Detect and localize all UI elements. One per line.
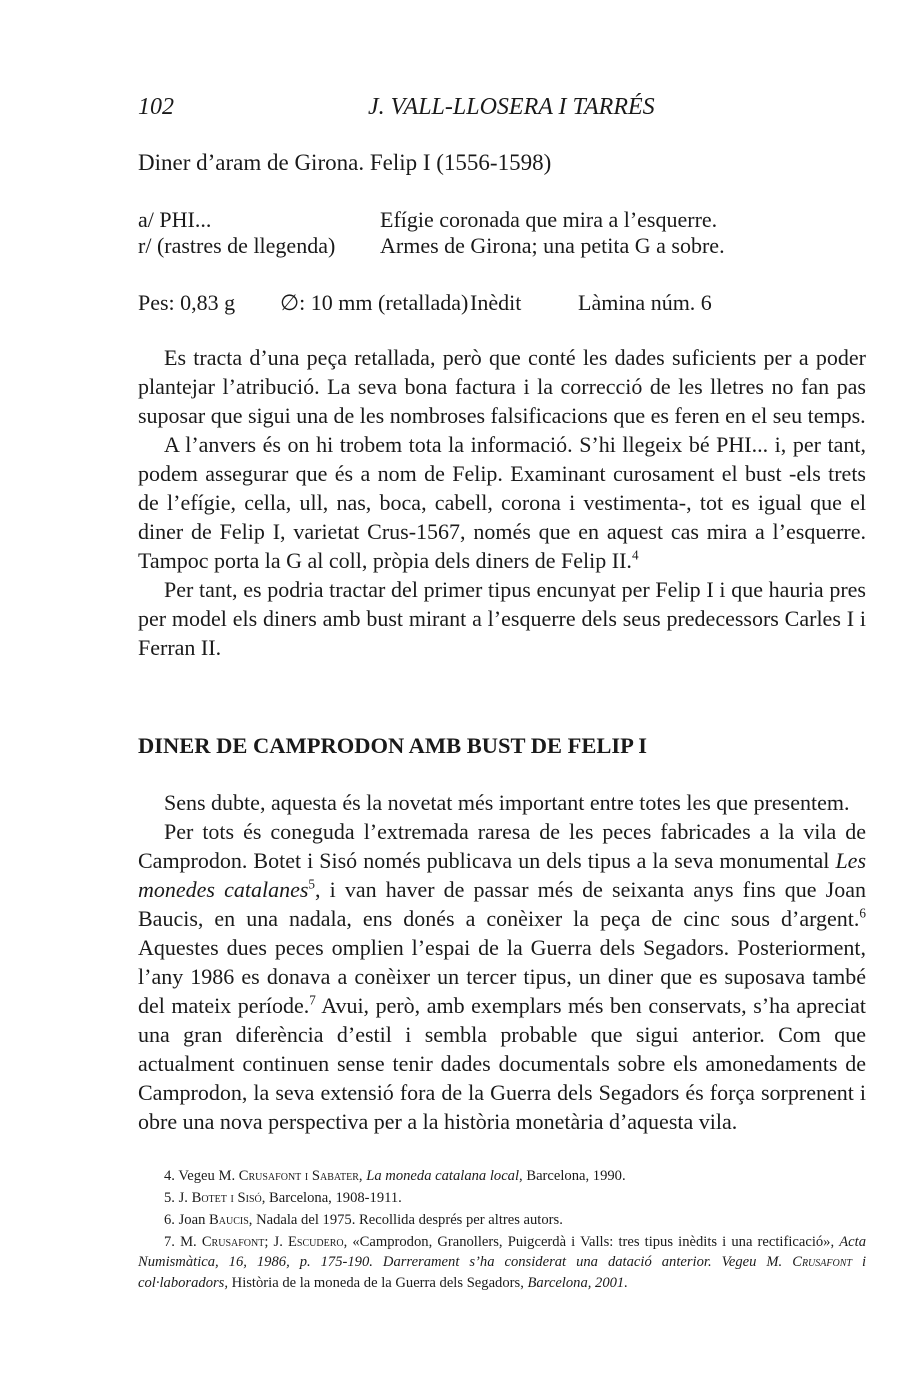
footnote-7: 7. M. Crusafont; J. Escudero, «Camprodon, Granollers, Puigcerdà i Valls: tres tipus inèdits i una rectificació», Acta Numismàtica, 16, 1986, p. 175-190. Darrerament s’ha considerat una datació anterior. Vegeu M. Crusafont i col·laboradors, Història de la moneda de la Guerra dels Segadors, Barcelona, 2001. xyxy=(138,1233,867,1291)
footnote-4: 4. Vegeu M. Crusafont i Sabater, La moneda catalana local, Barcelona, 1990. xyxy=(164,1168,626,1184)
running-header-author: J. VALL-LLOSERA I TARRÉS xyxy=(368,94,655,120)
obverse-side: a/ PHI... xyxy=(138,207,212,232)
reverse-side: r/ (rastres de llegenda) xyxy=(138,233,336,258)
footnotes xyxy=(138,1166,866,1295)
coin-plate: Làmina núm. 6 xyxy=(578,290,712,315)
paragraph: Per tant, es podria tractar del primer tipus encunyat per Felip I i que hauria pres per model els diners amb bust mirant a l’esquerre dels seus predecessors Carles I i Ferran II. xyxy=(138,577,866,660)
footnote-ref: 5 xyxy=(308,876,315,892)
footnote-ref: 6 xyxy=(859,905,866,921)
body-text-coin1 xyxy=(138,343,866,662)
paragraph: Es tracta d’una peça retallada, però que conté les dades suficients per a poder plantejar l’atribució. La seva bona factura i la correcció de les lletres no fan pas suposar que sigui una de les nombroses falsificacions que es feren en el seu temps. xyxy=(138,345,866,428)
coin-status: Inèdit xyxy=(470,290,522,315)
page-number: 102 xyxy=(138,94,174,120)
section-heading: DINER DE CAMPRODON AMB BUST DE FELIP I xyxy=(138,733,648,758)
paragraph: Per tots és coneguda l’extremada raresa de les peces fabricades a la vila de Camprodon. Botet i Sisó només publicava un dels tipus a la seva monumental Les monedes catalanes$^5$, i van haver de passar més de seixanta anys fins que Joan Baucis, en una nadala, ens donés a conèixer la peça de cinc sous d’argent.$^6$ Aquestes dues peces omplien l’espai de la Guerra dels Segadors. Posteriorment, l’any 1986 es donava a conèixer un tercer tipus, un diner que es suposava també del mateix període.$^7$ Avui, però, amb exemplars més ben conservats, s’ha apreciat una gran diferència d’estil i sembla probable que sigui anterior. Com que actualment continuen sense tenir dades documentals sobre els amonedaments de Camprodon, la seva extensió fora de la Guerra dels Segadors és força sorprenent i obre una nova perspectiva per a la història monetària d’aquesta vila. xyxy=(138,819,866,1134)
paragraph: Sens dubte, aquesta és la novetat més important entre totes les que presentem. xyxy=(164,790,850,815)
coin-diameter: ∅: 10 mm (retallada) xyxy=(280,290,469,315)
footnote-ref: 4 xyxy=(631,547,639,563)
footnote-ref: 7 xyxy=(309,992,316,1008)
coin-weight: Pes: 0,83 g xyxy=(138,290,236,315)
coin-title: Diner d’aram de Girona. Felip I (1556-1598) xyxy=(138,150,552,175)
reverse-description: Armes de Girona; una petita G a sobre. xyxy=(380,233,725,258)
body-text-section xyxy=(138,788,866,1136)
footnote-5: 5. J. Botet i Sisó, Barcelona, 1908-1911. xyxy=(164,1189,402,1206)
obverse-description: Efígie coronada que mira a l’esquerre. xyxy=(380,207,718,232)
footnote-6: 6. Joan Baucis, Nadala del 1975. Recollida després per altres autors. xyxy=(164,1211,563,1228)
paragraph: A l’anvers és on hi trobem tota la informació. S’hi llegeix bé PHI... i, per tant, podem assegurar que és a nom de Felip. Examinant curosament el bust -els trets de l’efígie, cella, ull, nas, boca, cabell, corona i vestimenta-, tot es igual que el diner de Felip I, varietat Crus-1567, només que en aquest cas mira a l’esquerre. Tampoc porta la G al coll, pròpia dels diners de Felip II.$^4$ xyxy=(138,432,866,573)
